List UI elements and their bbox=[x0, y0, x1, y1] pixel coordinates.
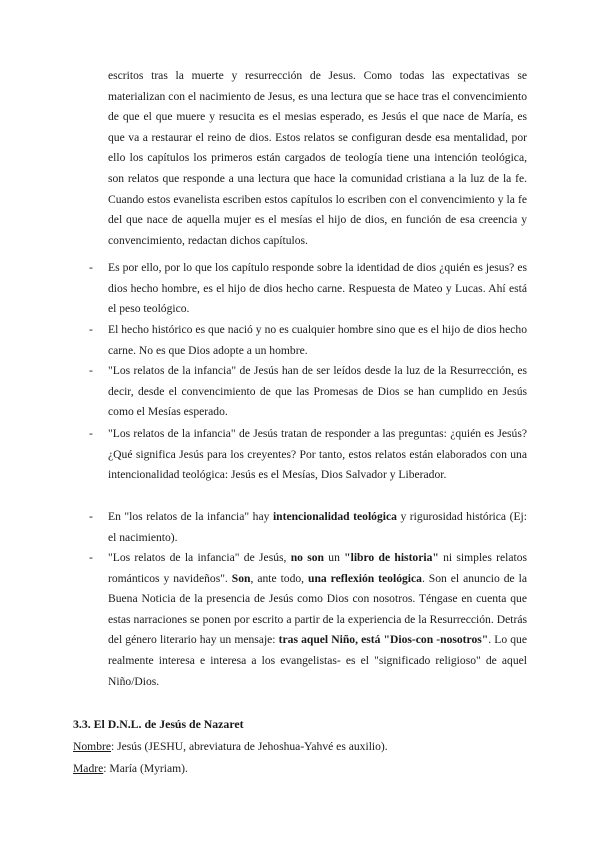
intro-paragraph: escritos tras la muerte y resurrección de Jesus. Como todas las expectativas se materializan con el nacimiento de Jesus, es una lectura que se hace tras el convencimiento de que el que muere y resucita es el mesias esperado, es Jesús el que nace de María, es que va a restaurar el reino de dios. Estos relatos se configuran desde esa mentalidad, por ello los capítulos los primeros están cargados de teología tiene una intención teológica, son relatos que responde a una lectura que hace la comunidad cristiana a la luz de la fe. Cuando estos evanelista escriben estos capítulos lo escriben con el convencimiento y la fe del que nace de aquella mujer es el mesías el hijo de dios, en función de esa creencia y convencimiento, redactan dichos capítulos. bbox=[108, 69, 527, 247]
bold-phrase: intencionalidad teológica bbox=[272, 510, 397, 523]
field-nombre bbox=[73, 738, 388, 756]
field-madre bbox=[73, 760, 188, 778]
field-value: : María (Myriam). bbox=[103, 762, 188, 775]
bold-phrase: Son bbox=[231, 571, 251, 585]
bold-phrase: una reflexión teológica bbox=[308, 571, 422, 585]
bullet-intentionality: En "los relatos de la infancia" hay intencionalidad teológica y rigurosidad histórica (Ej: el nacimiento). bbox=[108, 510, 527, 544]
field-value: : Jesús (JESHU, abreviatura de Jehoshua-Yahvé es auxilio). bbox=[111, 740, 388, 753]
field-label: Madre bbox=[73, 762, 104, 775]
field-label: Nombre bbox=[73, 740, 111, 753]
bullet-questions: "Los relatos de la infancia" de Jesús tratan de responder a las preguntas: ¿quién es Jesús? ¿Qué significa Jesús para los creyentes? Por tanto, estos relatos están elaborados con una intencionalidad teológica: Jesús es el Mesías, Dios Salvador y Liberador. bbox=[108, 427, 527, 482]
bullet-marker: - bbox=[89, 261, 93, 274]
bullet-marker: - bbox=[89, 551, 93, 564]
bullet-theological-reflection: "Los relatos de la infancia" de Jesús, no son un "libro de historia" ni simples relatos románticos y navideños". Son, ante todo, una reflexión teológica. Son el anuncio de la Buena Noticia de la presencia de Jesús como Dios con nosotros. Téngase en cuenta que estas narraciones se ponen por escrito a partir de la experiencia de la Resurrección. Detrás del género literario hay un mensaje: tras aquel Niño, está "Dios-con -nosotros". Lo que realmente interesa e interesa a los evangelistas- es el "significado religioso" de aquel Niño/Dios. bbox=[108, 551, 528, 688]
bullet-identity-of-jesus: Es por ello, por lo que los capítulo responde sobre la identidad de dios ¿quién es jesus? es dios hecho hombre, es el hijo de dios hecho carne. Respuesta de Mateo y Lucas. Ahí está el peso teológico. bbox=[108, 261, 527, 316]
bullet-marker: - bbox=[89, 364, 93, 377]
bold-phrase: "libro de historia" bbox=[344, 551, 439, 564]
bullet-resurrection-light: "Los relatos de la infancia" de Jesús han de ser leídos desde la luz de la Resurrección, es decir, desde el convencimiento de que las Promesas de Dios se han cumplido en Jesús como el Mesías esperado. bbox=[108, 364, 527, 419]
section-heading: 3.3. El D.N.L. de Jesús de Nazaret bbox=[73, 717, 244, 731]
bold-phrase: tras aquel Niño, está "Dios-con -nosotros" bbox=[278, 633, 489, 647]
bullet-marker: - bbox=[89, 510, 93, 523]
bullet-marker: - bbox=[89, 323, 93, 336]
bullet-marker: - bbox=[89, 427, 93, 440]
bullet-historical-fact: El hecho histórico es que nació y no es cualquier hombre sino que es el hijo de dios hecho carne. No es que Dios adopte a un hombre. bbox=[108, 323, 527, 357]
bold-phrase: no son bbox=[290, 551, 324, 564]
